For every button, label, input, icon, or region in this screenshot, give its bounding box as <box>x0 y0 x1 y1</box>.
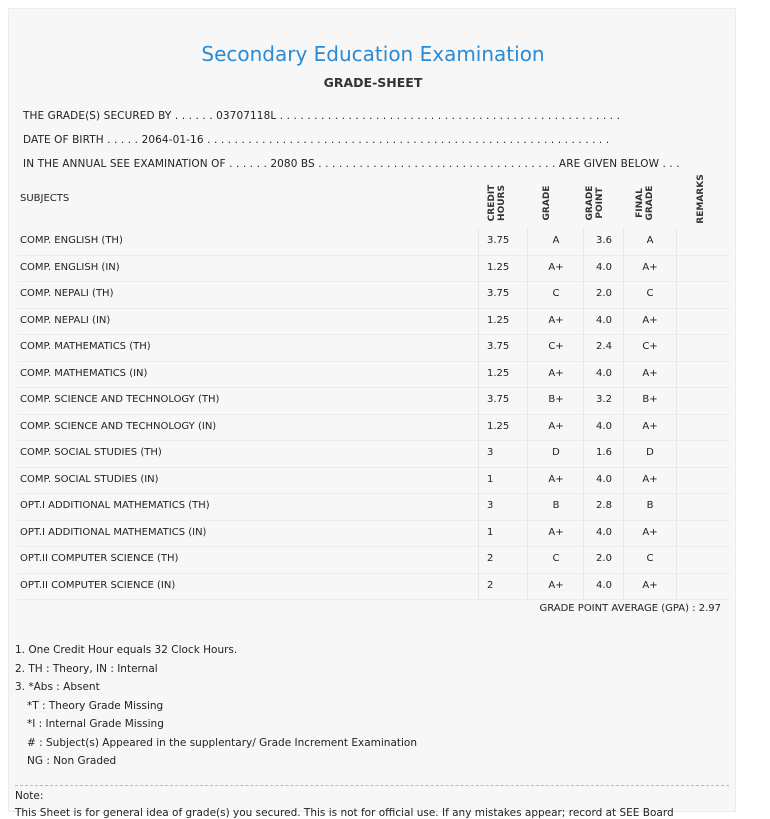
header-subjects: SUBJECTS <box>20 193 70 204</box>
grade-point-cell: 4.0 <box>583 309 624 335</box>
subject-cell: COMP. SOCIAL STUDIES (TH) <box>20 447 162 458</box>
credit-hours-cell: 3.75 <box>478 282 527 308</box>
grade-cell: A <box>527 229 584 255</box>
grade-point-cell: 3.2 <box>583 388 624 414</box>
grade-point-cell: 4.0 <box>583 574 624 600</box>
info-secured-by: THE GRADE(S) SECURED BY . . . . . . 03707118L . . . . . . . . . . . . . . . . . . . . . . . . . . . . . . . . . . . . . . . . . . . . . . . . . . <box>23 110 621 122</box>
credit-hours-cell: 1.25 <box>478 415 527 441</box>
note-item: 1. One Credit Hour equals 32 Clock Hours. <box>15 644 238 656</box>
header-grade: GRADE <box>542 185 552 221</box>
note-heading: Note: <box>15 790 44 802</box>
grade-cell: A+ <box>527 256 584 282</box>
page-subtitle: GRADE-SHEET <box>323 75 423 90</box>
final-grade-cell: A+ <box>623 468 677 494</box>
grade-point-cell: 4.0 <box>583 362 624 388</box>
table-row <box>17 521 730 548</box>
final-grade-cell: B <box>623 494 677 520</box>
subject-cell: COMP. SCIENCE AND TECHNOLOGY (TH) <box>20 394 220 405</box>
grade-point-cell: 2.4 <box>583 335 624 361</box>
grade-point-cell: 2.0 <box>583 547 624 573</box>
credit-hours-cell: 2 <box>478 574 527 600</box>
credit-hours-cell: 1 <box>478 521 527 547</box>
table-row <box>17 468 730 495</box>
table-row <box>17 309 730 336</box>
note-item: 2. TH : Theory, IN : Internal <box>15 662 158 675</box>
credit-hours-cell: 1.25 <box>478 362 527 388</box>
exam-label: IN THE ANNUAL SEE EXAMINATION OF . . . . . . <box>23 158 267 170</box>
dob-value: 2064-01-16 <box>141 134 204 146</box>
grade-cell: C <box>527 547 584 573</box>
subject-cell: COMP. ENGLISH (TH) <box>20 235 123 246</box>
table-row <box>17 282 730 309</box>
grade-point-cell: 1.6 <box>583 441 624 467</box>
final-grade-cell: A+ <box>623 574 677 600</box>
table-row <box>17 335 730 362</box>
legend-notes <box>15 641 417 771</box>
dob-label: DATE OF BIRTH . . . . . <box>23 134 139 146</box>
subject-cell: COMP. NEPALI (TH) <box>20 288 114 299</box>
grades-table <box>17 229 730 600</box>
table-row <box>17 256 730 283</box>
grade-cell: B <box>527 494 584 520</box>
secured-value: 03707118L <box>216 110 277 122</box>
credit-hours-cell: 1.25 <box>478 256 527 282</box>
credit-hours-cell: 3.75 <box>478 335 527 361</box>
grade-point-cell: 2.8 <box>583 494 624 520</box>
final-grade-cell: B+ <box>623 388 677 414</box>
subject-cell: COMP. NEPALI (IN) <box>20 314 111 326</box>
header-final-grade: FINAL GRADE <box>635 185 655 221</box>
grade-point-cell: 4.0 <box>583 468 624 494</box>
subject-cell: COMP. MATHEMATICS (IN) <box>20 367 148 379</box>
subject-cell: OPT.II COMPUTER SCIENCE (TH) <box>20 553 179 564</box>
table-row <box>17 547 730 574</box>
grade-cell: B+ <box>527 388 584 414</box>
credit-hours-cell: 3 <box>478 494 527 520</box>
grade-sheet <box>8 8 736 819</box>
exam-value: 2080 BS <box>270 158 315 170</box>
grade-cell: C <box>527 282 584 308</box>
grade-cell: C+ <box>527 335 584 361</box>
table-row <box>17 441 730 468</box>
grade-cell: A+ <box>527 415 584 441</box>
info-exam: IN THE ANNUAL SEE EXAMINATION OF . . . . . . 2080 BS . . . . . . . . . . . . . . . . . . . . . . . . . . . . . . . . . . . ARE GIVEN BELOW . . . <box>23 158 680 170</box>
page-title: Secondary Education Examination <box>201 42 545 66</box>
grade-point-cell: 4.0 <box>583 256 624 282</box>
grade-cell: D <box>527 441 584 467</box>
credit-hours-cell: 3.75 <box>478 229 527 255</box>
note-item: *I : Internal Grade Missing <box>27 718 164 730</box>
note-item: *T : Theory Grade Missing <box>27 699 164 712</box>
secured-label: THE GRADE(S) SECURED BY . . . . . . <box>23 110 213 122</box>
table-row <box>17 388 730 415</box>
subject-cell: COMP. ENGLISH (IN) <box>20 261 120 273</box>
grade-cell: A+ <box>527 468 584 494</box>
subject-cell: OPT.I ADDITIONAL MATHEMATICS (IN) <box>20 526 207 538</box>
note-item: 3. *Abs : Absent <box>15 681 100 693</box>
final-grade-cell: D <box>623 441 677 467</box>
table-row <box>17 574 730 601</box>
grade-point-cell: 2.0 <box>583 282 624 308</box>
note-item: # : Subject(s) Appeared in the supplentary/ Grade Increment Examination <box>27 736 417 749</box>
gpa-summary: GRADE POINT AVERAGE (GPA) : 2.97 <box>539 603 721 614</box>
grade-point-cell: 3.6 <box>583 229 624 255</box>
final-grade-cell: C <box>623 547 677 573</box>
subject-cell: OPT.II COMPUTER SCIENCE (IN) <box>20 579 176 591</box>
credit-hours-cell: 1 <box>478 468 527 494</box>
table-row <box>17 229 730 256</box>
final-grade-cell: A+ <box>623 256 677 282</box>
grade-point-cell: 4.0 <box>583 415 624 441</box>
final-grade-cell: A+ <box>623 309 677 335</box>
final-grade-cell: A+ <box>623 415 677 441</box>
subject-cell: COMP. SOCIAL STUDIES (IN) <box>20 473 159 485</box>
grade-point-cell: 4.0 <box>583 521 624 547</box>
divider <box>15 785 729 786</box>
final-grade-cell: C <box>623 282 677 308</box>
credit-hours-cell: 1.25 <box>478 309 527 335</box>
credit-hours-cell: 2 <box>478 547 527 573</box>
table-row <box>17 415 730 442</box>
grade-cell: A+ <box>527 309 584 335</box>
final-grade-cell: A <box>623 229 677 255</box>
final-grade-cell: A+ <box>623 521 677 547</box>
table-row <box>17 362 730 389</box>
header-credit-hours: CREDIT HOURS <box>487 184 507 222</box>
table-row <box>17 494 730 521</box>
header-grade-point: GRADE POINT <box>585 185 605 221</box>
info-date-of-birth: DATE OF BIRTH . . . . . 2064-01-16 . . . . . . . . . . . . . . . . . . . . . . . . . . . . . . . . . . . . . . . . . . . . . . . . . . . . . . . . . . . <box>23 134 610 146</box>
subject-cell: COMP. MATHEMATICS (TH) <box>20 341 151 352</box>
grade-cell: A+ <box>527 521 584 547</box>
final-grade-cell: A+ <box>623 362 677 388</box>
note-text: This Sheet is for general idea of grade(s) you secured. This is not for official use. If any mistakes appear; record at SEE Board <box>15 807 674 819</box>
grade-cell: A+ <box>527 362 584 388</box>
grade-cell: A+ <box>527 574 584 600</box>
note-item: NG : Non Graded <box>27 755 117 767</box>
subject-cell: OPT.I ADDITIONAL MATHEMATICS (TH) <box>20 500 210 511</box>
final-grade-cell: C+ <box>623 335 677 361</box>
header-remarks: REMARKS <box>696 174 706 224</box>
exam-suffix: ARE GIVEN BELOW . . . <box>558 158 680 170</box>
subject-cell: COMP. SCIENCE AND TECHNOLOGY (IN) <box>20 420 217 432</box>
credit-hours-cell: 3 <box>478 441 527 467</box>
credit-hours-cell: 3.75 <box>478 388 527 414</box>
